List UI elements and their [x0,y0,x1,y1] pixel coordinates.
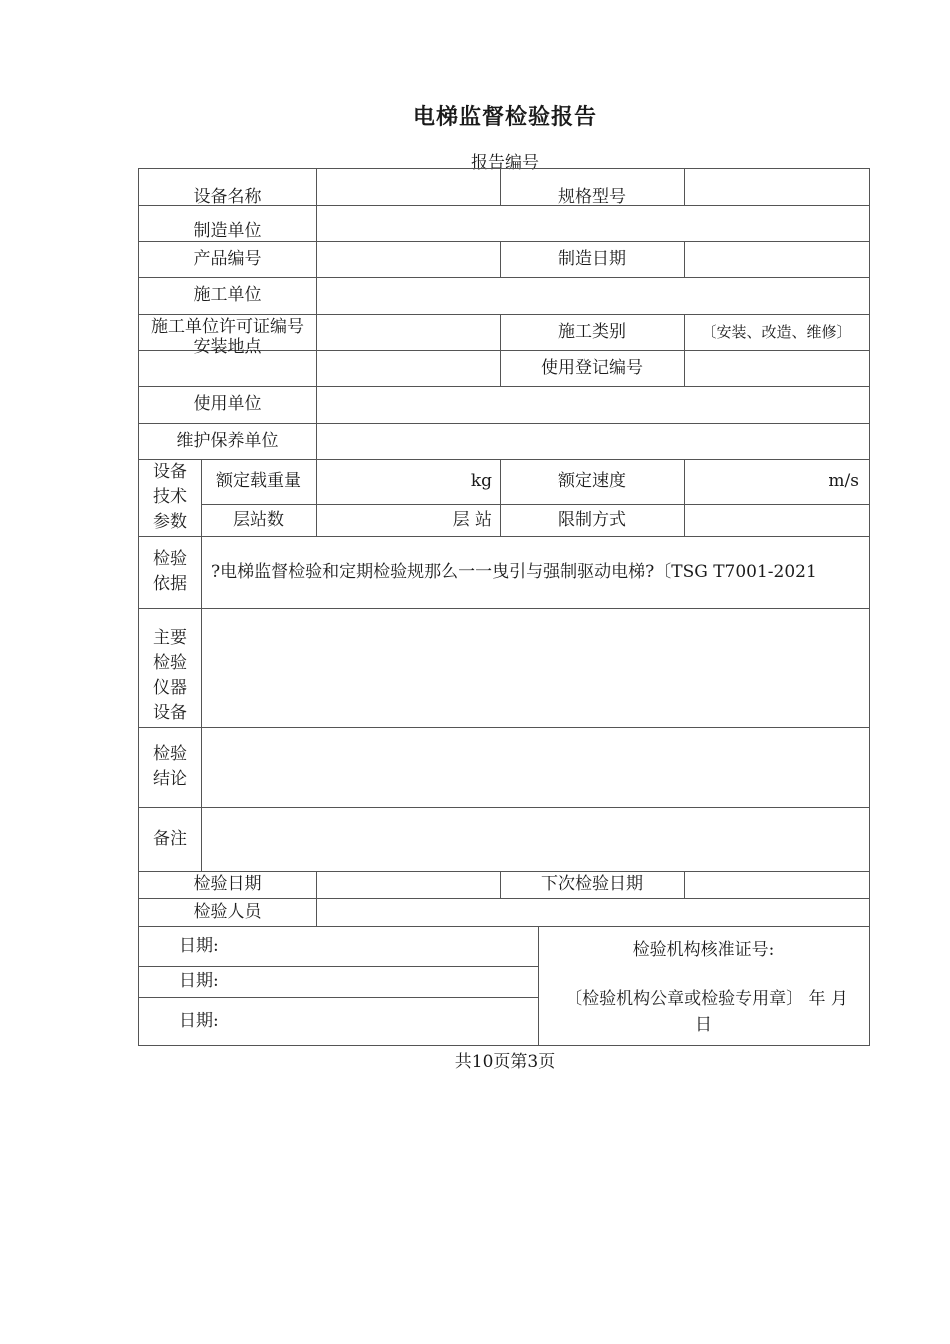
rated-speed-label: 额定速度 [558,471,626,491]
construction-type-value: 〔安装、改造、维修〕 [701,322,852,341]
inspectors-label: 检验人员 [193,901,262,922]
construction-type-label: 施工类别 [558,321,626,342]
license-location-label [144,317,311,383]
floors-stations-unit: 层 站 [452,509,492,530]
approval-number-label: 检验机构核准证号: [632,939,775,960]
install-location-label: 安装地点 [193,337,262,357]
inspection-report-table [138,168,870,1046]
page-footer: 共10页第3页 [454,1052,556,1072]
device-params-label [139,459,201,536]
next-inspection-date-label: 下次检验日期 [541,874,643,894]
rated-speed-unit: m/s [828,471,859,491]
construction-license-label: 施工单位许可证编号 [151,317,304,337]
report-title: 电梯监督检验报告 [412,105,597,130]
report-number-label: 报告编号 [471,153,539,173]
limit-method-label: 限制方式 [558,509,626,530]
construction-unit-label: 施工单位 [193,285,262,305]
instruments-label [139,624,201,727]
floors-stations-label: 层站数 [233,509,284,530]
date-label-1: 日期: [179,935,219,956]
date-label-3: 日期: [179,1011,219,1031]
conclusion-line-1: 检验 [153,744,187,764]
inspection-date-label: 检验日期 [193,874,262,894]
rated-load-unit: kg [470,471,492,491]
device-name-label: 设备名称 [193,186,262,207]
inspection-basis-line-2: 依据 [153,574,187,594]
conclusion-label [139,737,201,797]
seal-day: 日 [695,1014,712,1035]
rated-load-label: 额定载重量 [216,471,301,491]
instruments-line-4: 设备 [153,702,187,723]
device-params-line-3: 参数 [153,512,187,532]
inspection-basis-value: ?电梯监督检验和定期检验规那么一一曳引与强制驱动电梯?〔TSG T7001-2021 [211,561,817,582]
product-no-label: 产品编号 [193,248,262,269]
user-unit-label: 使用单位 [193,394,262,414]
manufacture-date-label: 制造日期 [558,248,626,269]
remarks-label: 备注 [153,828,187,849]
inspection-basis-label [139,536,201,608]
inspection-basis-line-1: 检验 [153,549,187,569]
seal-text: 〔检验机构公章或检验专用章〕 年 月 [565,988,848,1009]
date-label-2: 日期: [179,971,219,991]
spec-model-label: 规格型号 [558,186,626,207]
maintenance-unit-label: 维护保养单位 [176,430,279,451]
conclusion-line-2: 结论 [153,769,187,789]
device-params-line-2: 技术 [153,487,187,507]
instruments-line-1: 主要 [153,627,187,648]
instruments-line-2: 检验 [153,652,187,673]
manufacturer-label: 制造单位 [193,220,262,241]
instruments-line-3: 仪器 [153,677,187,698]
use-registration-label: 使用登记编号 [541,357,643,378]
device-params-line-1: 设备 [153,462,187,482]
